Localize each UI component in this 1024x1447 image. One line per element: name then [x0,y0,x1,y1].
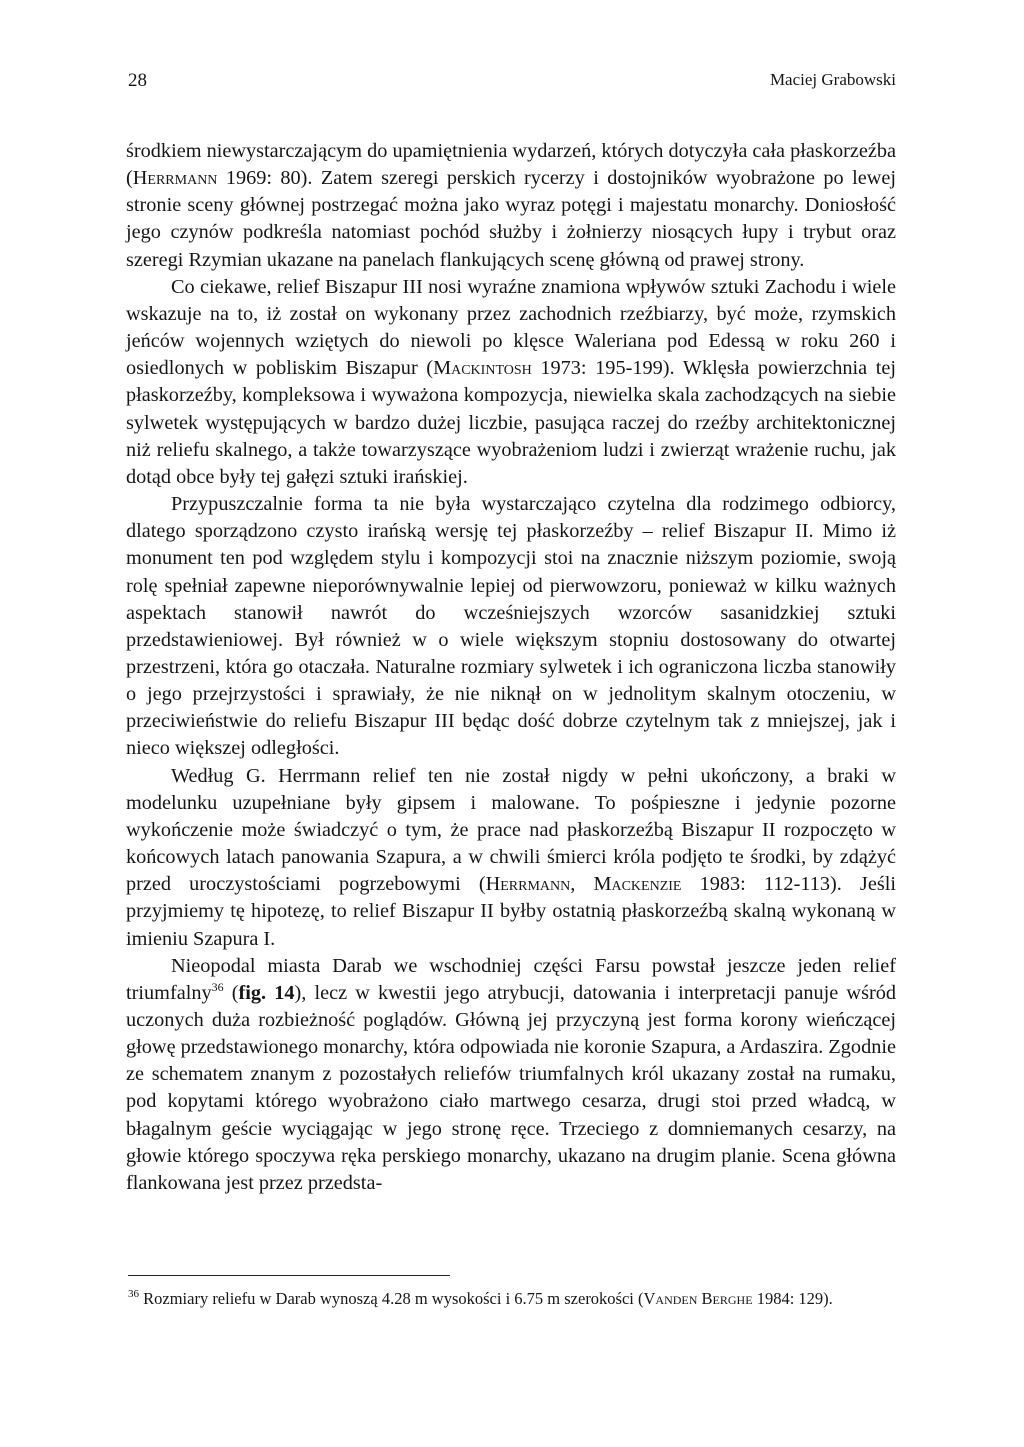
running-head-author: Maciej Grabowski [769,70,896,89]
paragraph-3-text: Przypuszczalnie forma ta nie była wystarczająco czytelna dla rodzimego odbiorcy, dlatego sporządzono czysto irańską wersję tej płaskorzeźby – relief Biszapur II. Mimo iż monument ten pod względem stylu i kompozycji stoi na znacznie niższym poziomie, swoją rolę spełniał zapewne nieporównywalnie lepiej od pierwowzoru, ponieważ w kilku ważnych aspektach stanowił nawrót do wcześniejszych wzorców sasanidzkiej sztuki przedstawieniowej. Był również w o wiele większym stopniu dostosowany do otwartej przestrzeni, która go otaczała. Naturalne rozmiary sylwetek i ich ograniczona liczba stanowiły o jego przejrzystości i sprawiały, że nie niknął on w jednolitym skalnym otoczeniu, w przeciwieństwie do reliefu Biszapur III będąc dość dobrze czytelnym tak z mniejszej, jak i nieco większej odległości. [126,493,896,760]
paragraph-2-text: Co ciekawe, relief Biszapur III nosi wyraźne znamiona wpływów sztuki Zachodu i wiele wskazuje na to, iż został on wykonany przez zachodnich rzeźbiarzy, być może, rzymskich jeńców wojennych wziętych do niewoli po klęsce Waleriana pod Edessą w roku 260 i osiedlonych w pobliskim Biszapur ( [126,275,896,380]
citation-separator: , [570,873,594,896]
footnote-divider [128,1275,450,1276]
paragraph-3 [126,491,896,763]
footnote [128,1288,908,1310]
paragraph-4-text: Według G. Herrmann relief ten nie został nigdy w pełni ukończony, a braki w modelunku uzupełniane były gipsem i malowane. To pośpieszne i jedynie pozorne wykończenie może świadczyć o tym, że prace nad płaskorzeźbą Biszapur II rozpoczęto w końcowych latach panowania Szapura, a w chwili śmierci króla podjęto te środki, by zdążyć przed uroczystościami pogrzebowymi ( [126,764,896,896]
main-text [126,138,896,1197]
citation-mackenzie: Mackenzie [593,873,682,896]
paragraph-5-text-cont: ), lecz w kwestii jego atrybucji, datowania i interpretacji panuje wśród uczonych duża rozbieżność poglądów. Główną jej przyczyną jest forma korony wieńczącej głowę przedstawionego monarchy, która odpowiada nie koronie Szapura, a Ardaszira. Zgodnie ze schematem znanym z pozostałych reliefów triumfalnych król ukazany został na rumaku, pod kopytami którego wyobrażono ciało martwego cesarza, drugi stoi przed władcą, w błagalnym geście wyciągając w jego stronę ręce. Trzeciego z domniemanych cesarzy, na głowie którego spoczywa ręka perskiego monarchy, ukazano na drugim planie. Scena główna flankowana jest przez przedsta- [126,981,896,1194]
paragraph-1-text-cont: 1969: 80). Zatem szeregi perskich rycerzy i dostojników wyobrażone po lewej stronie sceny głównej postrzegać można jako wyraz potęgi i majestatu monarchy. Doniosłość jego czynów podkreśla natomiast pochód służby i żołnierzy niosących łupy i trybut oraz szeregi Rzymian ukazane na panelach flankujących scenę główną od prawej strony. [126,167,896,271]
footnote-number: 36 [128,1288,139,1300]
paragraph-1 [126,138,896,274]
citation-herrmann: Herrmann [485,873,571,896]
paragraph-5-text-mid: ( [223,981,239,1004]
page-number: 28 [128,70,147,91]
citation-vanden-berghe: Vanden Berghe [643,1289,753,1308]
paragraph-2-text-cont: 1973: 195-199). Wklęsła powierzchnia tej płaskorzeźby, kompleksowa i wyważona kompozycja, niewielka skala zachodzących na siebie sylwetek występujących w bardzo dużej liczbie, pasująca raczej do rzeźby architektonicznej niż reliefu skalnego, a także towarzyszące wyobrażeniom ludzi i zwierząt wrażenie ruchu, jak dotąd obce były tej gałęzi sztuki irańskiej. [126,357,896,488]
paragraph-2 [126,274,896,491]
paragraph-5 [126,953,896,1197]
figure-reference: fig. 14 [238,981,295,1004]
citation-herrmann: Herrmann [132,167,218,190]
footnote-reference: 36 [211,979,224,994]
footnote-text: Rozmiary reliefu w Darab wynoszą 4.28 m wysokości i 6.75 m szerokości ( [139,1289,644,1308]
footnote-text-cont: 1984: 129). [752,1289,833,1308]
paragraph-4-text-cont: 1983: 112-113). Jeśli przyjmiemy tę hipotezę, to relief Biszapur II byłby ostatnią płaskorzeźbą skalną wykonaną w imieniu Szapura I. [126,873,896,950]
citation-mackintosh: Mackintosh [433,357,532,380]
paragraph-4 [126,763,896,953]
paragraph-1-text: środkiem niewystarczającym do upamiętnienia wydarzeń, których dotyczyła cała płaskorzeźba ( [126,140,896,190]
paragraph-5-text: Nieopodal miasta Darab we wschodniej części Farsu powstał jeszcze jeden relief triumfalny [126,954,896,1004]
page-header [128,70,896,96]
